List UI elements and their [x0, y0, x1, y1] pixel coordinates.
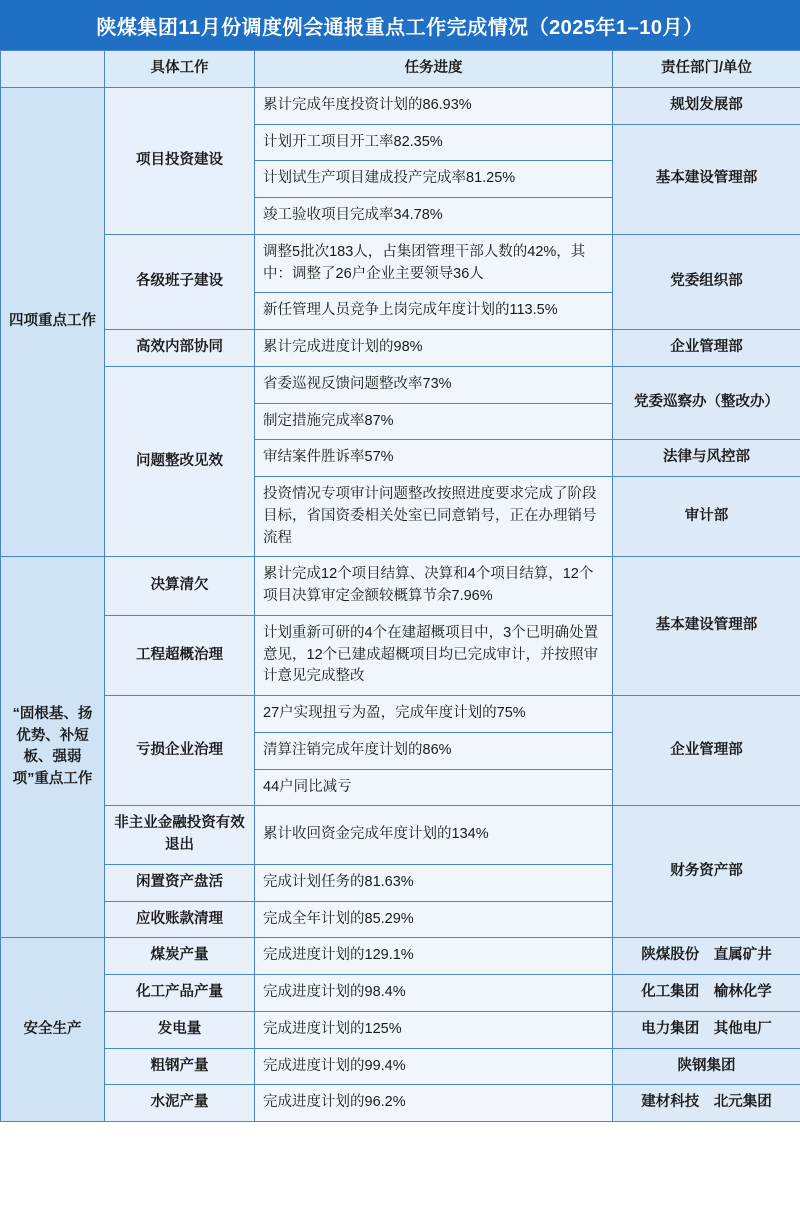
- header-department: 责任部门/单位: [613, 51, 800, 88]
- department-label: 党委巡察办（整改办）: [613, 366, 800, 440]
- header-work: 具体工作: [105, 51, 255, 88]
- table-row: [1, 975, 800, 1012]
- table-row: [1, 330, 800, 367]
- table-row: [1, 366, 800, 403]
- work-label: 亏损企业治理: [105, 696, 255, 806]
- category-label: 安全生产: [1, 938, 105, 1122]
- work-label: 闲置资产盘活: [105, 864, 255, 901]
- progress-text: 完成进度计划的99.4%: [255, 1048, 613, 1085]
- work-label: 高效内部协同: [105, 330, 255, 367]
- progress-text: 投资情况专项审计问题整改按照进度要求完成了阶段目标，省国资委相关处室已同意销号，正在办理销号流程: [255, 477, 613, 557]
- table-row: [1, 1085, 800, 1122]
- table-row: [1, 87, 800, 124]
- department-label: 陕煤股份 直属矿井: [613, 938, 800, 975]
- work-label: 非主业金融投资有效退出: [105, 806, 255, 865]
- table-row: [1, 234, 800, 293]
- department-label: 企业管理部: [613, 330, 800, 367]
- category-label: 四项重点工作: [1, 87, 105, 557]
- table-row: [1, 1048, 800, 1085]
- progress-text: 计划开工项目开工率82.35%: [255, 124, 613, 161]
- work-label: 决算清欠: [105, 557, 255, 616]
- report-table: [0, 50, 800, 1122]
- header-category: [1, 51, 105, 88]
- table-row: [1, 806, 800, 865]
- progress-text: 制定措施完成率87%: [255, 403, 613, 440]
- department-label: 化工集团 榆林化学: [613, 975, 800, 1012]
- work-label: 煤炭产量: [105, 938, 255, 975]
- work-label: 水泥产量: [105, 1085, 255, 1122]
- department-label: 企业管理部: [613, 696, 800, 806]
- work-label: 化工产品产量: [105, 975, 255, 1012]
- progress-text: 完成进度计划的96.2%: [255, 1085, 613, 1122]
- table-header-row: [1, 51, 800, 88]
- department-label: 基本建设管理部: [613, 124, 800, 234]
- work-label: 粗钢产量: [105, 1048, 255, 1085]
- work-label: 应收账款清理: [105, 901, 255, 938]
- progress-text: 累计完成年度投资计划的86.93%: [255, 87, 613, 124]
- progress-text: 累计完成进度计划的98%: [255, 330, 613, 367]
- department-label: 电力集团 其他电厂: [613, 1011, 800, 1048]
- progress-text: 清算注销完成年度计划的86%: [255, 732, 613, 769]
- progress-text: 调整5批次183人，占集团管理干部人数的42%，其中：调整了26户企业主要领导36人: [255, 234, 613, 293]
- progress-text: 累计完成12个项目结算、决算和4个项目结算，12个项目决算审定金额较概算节余7.96%: [255, 557, 613, 616]
- progress-text: 新任管理人员竞争上岗完成年度计划的113.5%: [255, 293, 613, 330]
- progress-text: 计划重新可研的4个在建超概项目中，3个已明确处置意见，12个已建成超概项目均已完成审计，并按照审计意见完成整改: [255, 615, 613, 695]
- department-label: 审计部: [613, 477, 800, 557]
- department-label: 陕钢集团: [613, 1048, 800, 1085]
- department-label: 党委组织部: [613, 234, 800, 329]
- progress-text: 省委巡视反馈问题整改率73%: [255, 366, 613, 403]
- department-label: 建材科技 北元集团: [613, 1085, 800, 1122]
- department-label: 规划发展部: [613, 87, 800, 124]
- table-row: [1, 696, 800, 733]
- progress-text: 竣工验收项目完成率34.78%: [255, 198, 613, 235]
- category-label: “固根基、扬优势、补短板、强弱项”重点工作: [1, 557, 105, 938]
- progress-text: 完成进度计划的98.4%: [255, 975, 613, 1012]
- work-label: 各级班子建设: [105, 234, 255, 329]
- progress-text: 完成进度计划的125%: [255, 1011, 613, 1048]
- progress-text: 27户实现扭亏为盈，完成年度计划的75%: [255, 696, 613, 733]
- progress-text: 计划试生产项目建成投产完成率81.25%: [255, 161, 613, 198]
- work-label: 问题整改见效: [105, 366, 255, 557]
- progress-text: 44户同比减亏: [255, 769, 613, 806]
- work-label: 工程超概治理: [105, 615, 255, 695]
- progress-text: 审结案件胜诉率57%: [255, 440, 613, 477]
- header-progress: 任务进度: [255, 51, 613, 88]
- table-row: [1, 557, 800, 616]
- progress-text: 累计收回资金完成年度计划的134%: [255, 806, 613, 865]
- table-row: [1, 1011, 800, 1048]
- work-label: 发电量: [105, 1011, 255, 1048]
- work-label: 项目投资建设: [105, 87, 255, 234]
- progress-text: 完成计划任务的81.63%: [255, 864, 613, 901]
- progress-text: 完成进度计划的129.1%: [255, 938, 613, 975]
- progress-text: 完成全年计划的85.29%: [255, 901, 613, 938]
- department-label: 法律与风控部: [613, 440, 800, 477]
- department-label: 基本建设管理部: [613, 557, 800, 696]
- page-title: 陕煤集团11月份调度例会通报重点工作完成情况（2025年1–10月）: [0, 0, 800, 50]
- department-label: 财务资产部: [613, 806, 800, 938]
- table-row: [1, 938, 800, 975]
